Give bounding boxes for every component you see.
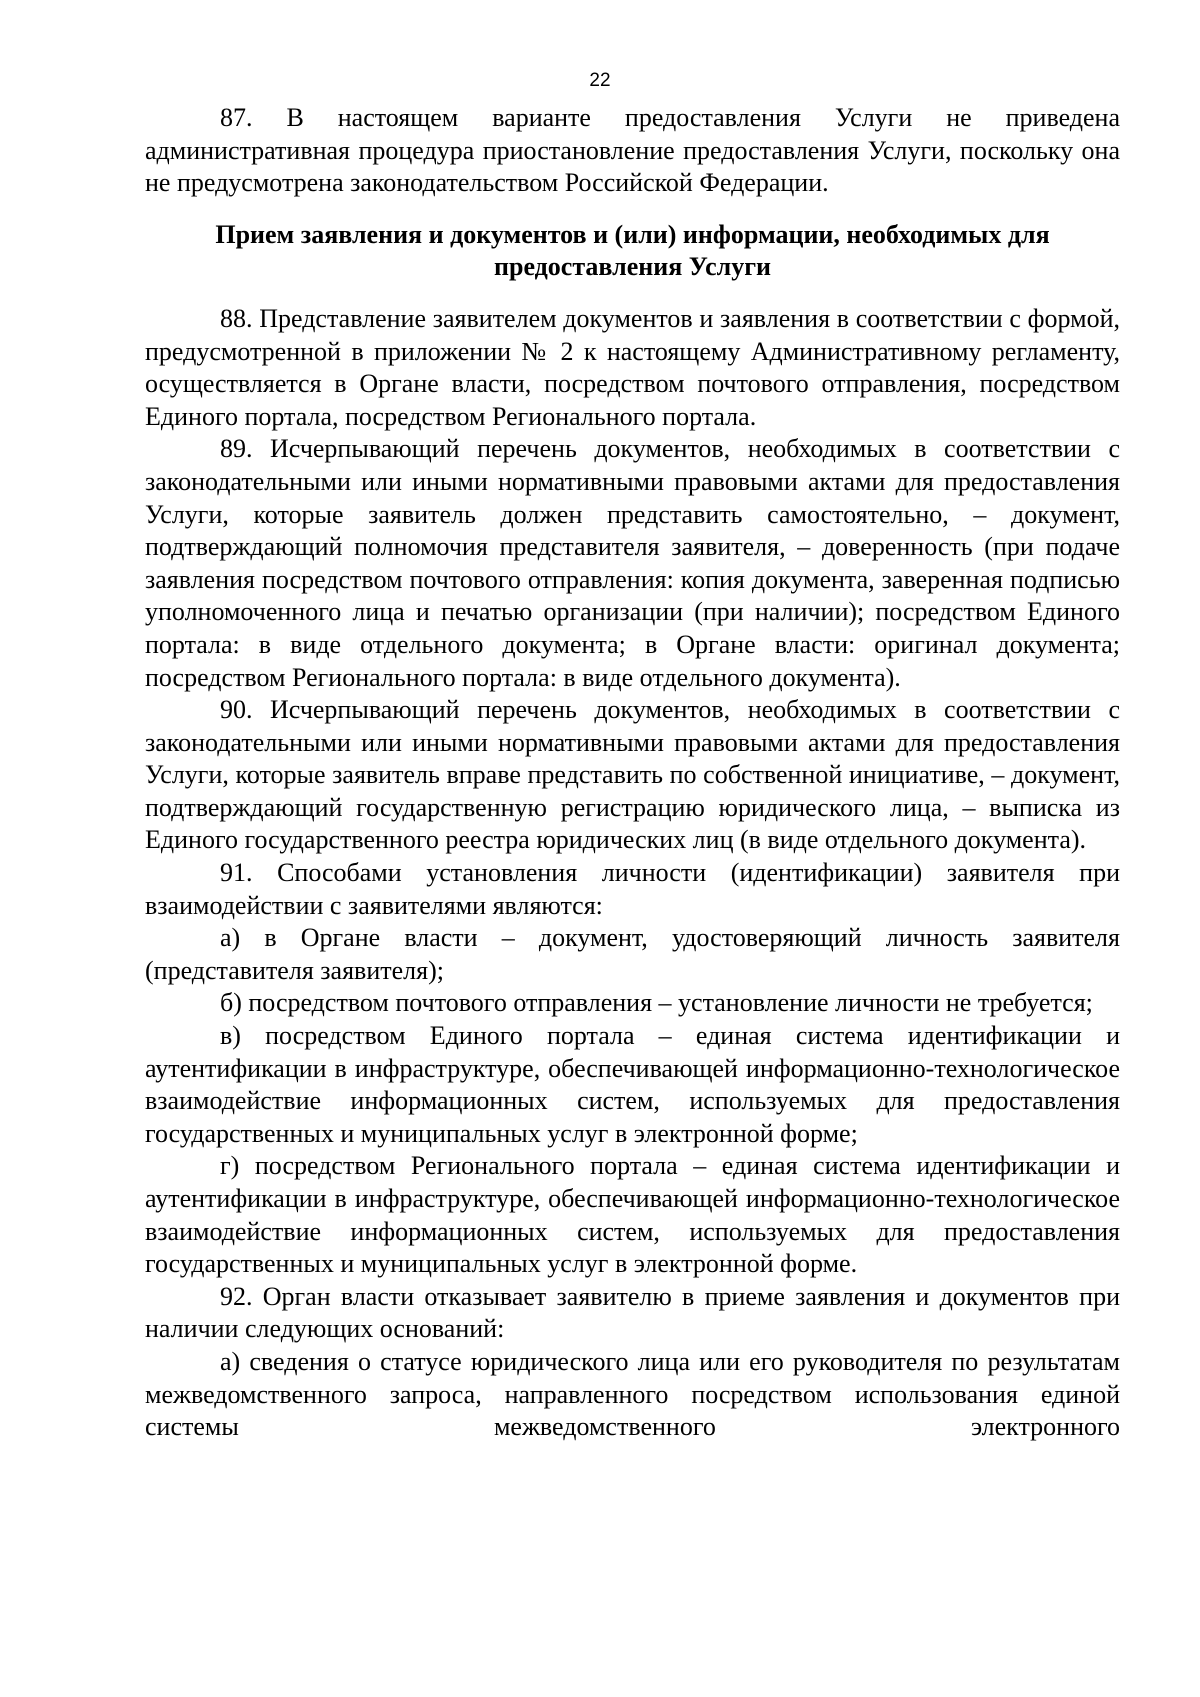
page-number: 22	[589, 70, 611, 91]
section-heading: Прием заявления и документов и (или) информации, необходимых для предоставления Услуги	[215, 219, 1050, 282]
paragraph-89: 89. Исчерпывающий перечень документов, необходимых в соответствии с законодательными или иными нормативными правовыми актами для предоставления Услуги, которые заявитель должен представить самостоятельно, – документ, подтверждающий полномочия представителя заявителя, – доверенность (при подаче заявления посредством почтового отправления: копия документа, заверенная подписью уполномоченного лица и печатью организации (при наличии); посредством Единого портала: в виде отдельного документа; в Органе власти: оригинал документа; посредством Регионального портала: в виде отдельного документа).	[145, 434, 1120, 692]
paragraph-91-a: а) в Органе власти – документ, удостоверяющий личность заявителя (представителя заявителя);	[145, 923, 1120, 985]
paragraph-88: 88. Представление заявителем документов и заявления в соответствии с формой, предусмотренной в приложении № 2 к настоящему Административному регламенту, осуществляется в Органе власти, посредством почтового отправления, посредством Единого портала, посредством Регионального портала.	[145, 303, 1120, 431]
paragraph-91: 91. Способами установления личности (идентификации) заявителя при взаимодействии с заявителями являются:	[145, 858, 1120, 920]
paragraph-91-d: г) посредством Регионального портала – единая система идентификации и аутентификации в инфраструктуре, обеспечивающей информационно-технологическое взаимодействие информационных систем, используемых для предоставления государственных и муниципальных услуг в электронной форме.	[145, 1151, 1120, 1279]
paragraph-91-c: в) посредством Единого портала – единая система идентификации и аутентификации в инфраструктуре, обеспечивающей информационно-технологическое взаимодействие информационных систем, используемых для предоставления государственных и муниципальных услуг в электронной форме;	[145, 1021, 1120, 1148]
paragraph-92-a: а) сведения о статусе юридического лица или его руководителя по результатам межведомственного запроса, направленного посредством использования единой системы межведомственного электронного	[145, 1346, 1120, 1442]
paragraph-90: 90. Исчерпывающий перечень документов, необходимых в соответствии с законодательными или иными нормативными правовыми актами для предоставления Услуги, которые заявитель вправе представить по собственной инициативе, – документ, подтверждающий государственную регистрацию юридического лица, – выписка из Единого государственного реестра юридических лиц (в виде отдельного документа).	[145, 695, 1120, 855]
paragraph-91-b: б) посредством почтового отправления – установление личности не требуется;	[220, 988, 1093, 1018]
paragraph-92: 92. Орган власти отказывает заявителю в приеме заявления и документов при наличии следующих оснований:	[145, 1281, 1120, 1344]
document-body	[145, 102, 1120, 1444]
paragraph-87: 87. В настоящем варианте предоставления Услуги не приведена административная процедура приостановление предоставления Услуги, поскольку она не предусмотрена законодательством Российской Федерации.	[145, 103, 1120, 198]
